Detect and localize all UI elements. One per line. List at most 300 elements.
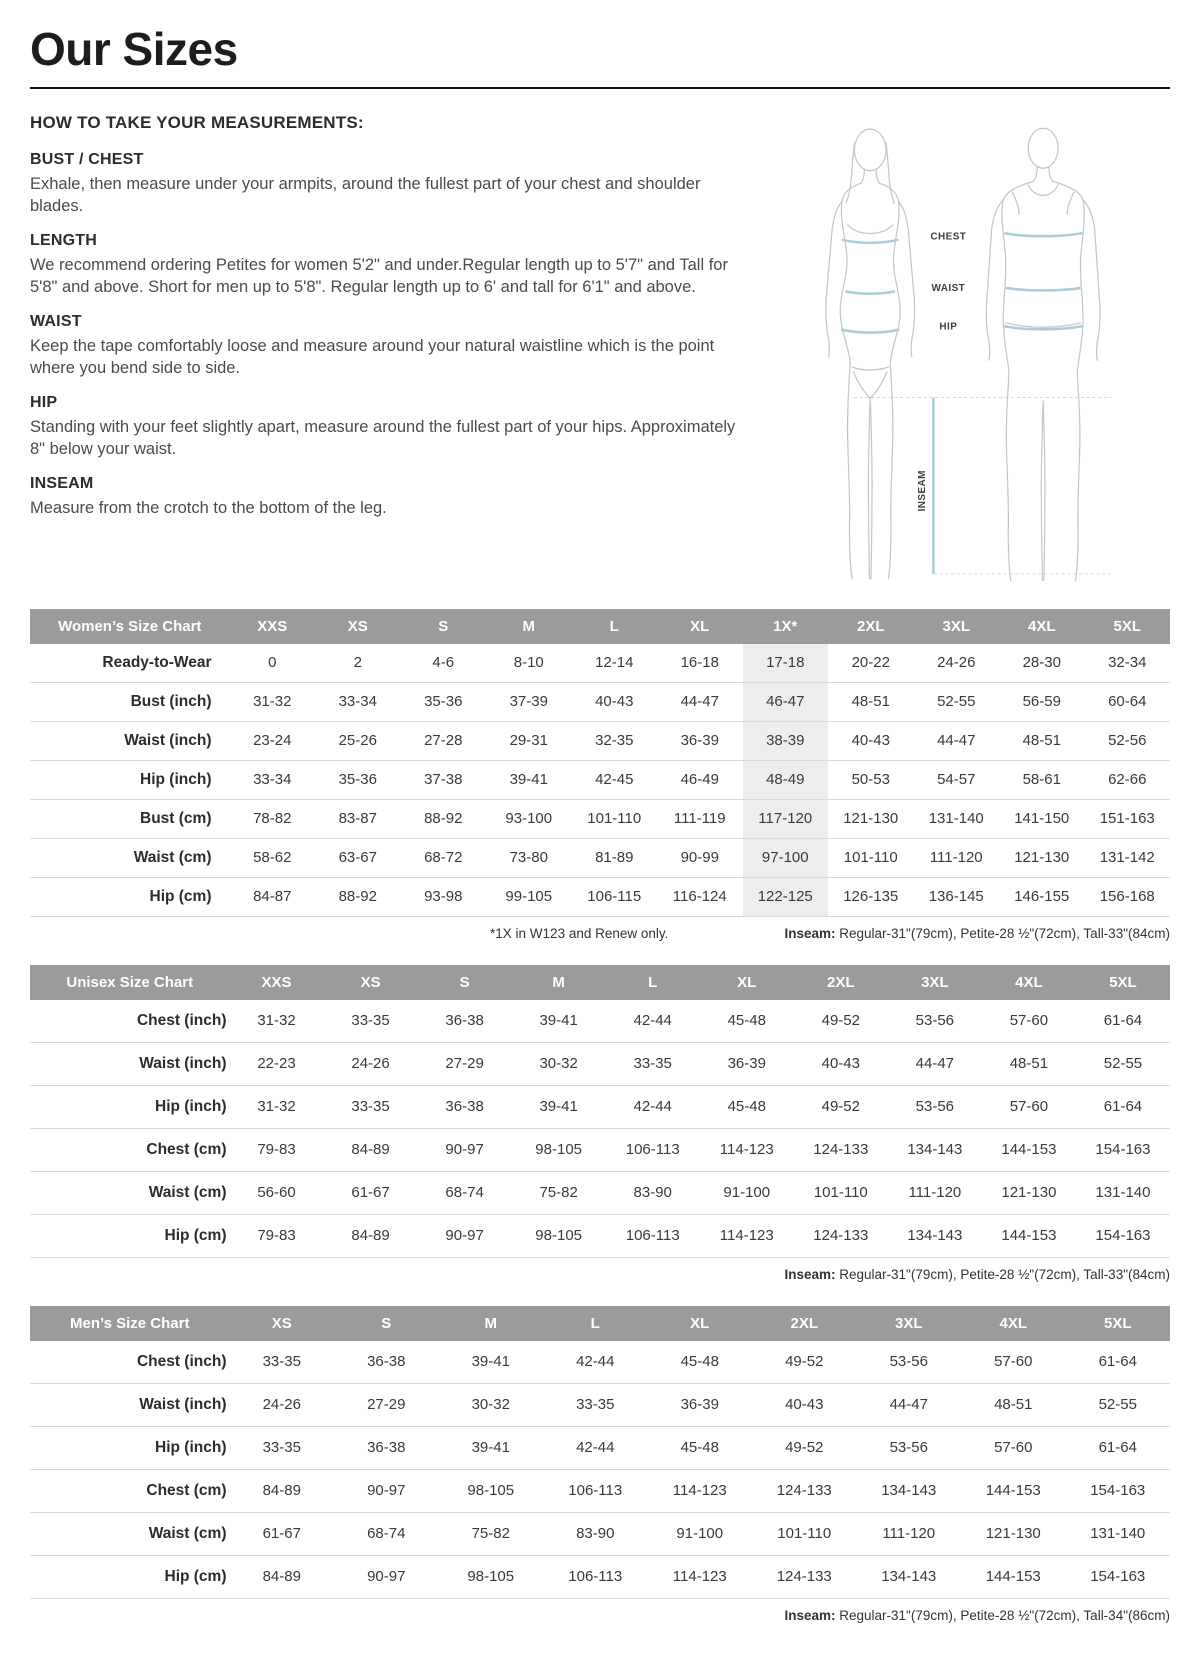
row-label: Hip (cm) <box>30 1555 230 1598</box>
size-col-header: 3XL <box>888 965 982 1000</box>
size-cell: 44-47 <box>657 682 743 721</box>
size-cell: 24-26 <box>324 1042 418 1085</box>
row-label: Hip (inch) <box>30 760 230 799</box>
size-cell: 36-39 <box>700 1042 794 1085</box>
size-cell: 111-120 <box>857 1512 962 1555</box>
size-col-header: 5XL <box>1085 609 1171 644</box>
size-cell: 31-32 <box>230 1085 324 1128</box>
size-cell: 154-163 <box>1066 1469 1171 1512</box>
size-cell: 45-48 <box>648 1426 753 1469</box>
size-cell: 35-36 <box>315 760 401 799</box>
size-cell: 45-48 <box>648 1341 753 1384</box>
size-cell: 124-133 <box>794 1128 888 1171</box>
size-cell: 73-80 <box>486 838 572 877</box>
size-cell: 46-47 <box>743 682 829 721</box>
size-cell: 17-18 <box>743 644 829 683</box>
size-cell: 32-34 <box>1085 644 1171 683</box>
size-cell: 49-52 <box>752 1426 857 1469</box>
table-row <box>30 1000 1170 1043</box>
size-cell: 114-123 <box>700 1128 794 1171</box>
row-label: Hip (inch) <box>30 1085 230 1128</box>
size-cell: 32-35 <box>572 721 658 760</box>
size-cell: 33-34 <box>315 682 401 721</box>
section-body: We recommend ordering Petites for women 5'2" and under.Regular length up to 5'7" and Tall for 5'8" and above. Short for men up to 5'8". Regular length up to 6' and tall for 6'1" and above. <box>30 255 728 296</box>
size-cell: 60-64 <box>1085 682 1171 721</box>
size-cell: 27-28 <box>401 721 487 760</box>
size-cell: 8-10 <box>486 644 572 683</box>
size-col-header: L <box>543 1306 648 1341</box>
size-cell: 48-51 <box>982 1042 1076 1085</box>
size-cell: 46-49 <box>657 760 743 799</box>
measure-section <box>30 232 745 298</box>
measure-section <box>30 475 745 519</box>
size-cell: 37-39 <box>486 682 572 721</box>
size-cell: 90-97 <box>418 1214 512 1257</box>
size-cell: 48-51 <box>828 682 914 721</box>
size-cell: 131-140 <box>1066 1512 1171 1555</box>
instructions-heading: HOW TO TAKE YOUR MEASUREMENTS: <box>30 112 364 132</box>
size-cell: 134-143 <box>857 1469 962 1512</box>
chest-label: CHEST <box>930 231 967 243</box>
size-cell: 42-44 <box>543 1341 648 1384</box>
inseam-note-label: Inseam: <box>784 1266 836 1282</box>
size-cell: 98-105 <box>439 1469 544 1512</box>
row-label: Bust (cm) <box>30 799 230 838</box>
table-row <box>30 644 1170 683</box>
row-label: Waist (inch) <box>30 1383 230 1426</box>
size-cell: 16-18 <box>657 644 743 683</box>
table-row <box>30 1512 1170 1555</box>
size-cell: 111-119 <box>657 799 743 838</box>
size-cell: 75-82 <box>512 1171 606 1214</box>
section-title: HIP <box>30 394 58 412</box>
table-row <box>30 1128 1170 1171</box>
section-body: Standing with your feet slightly apart, measure around the fullest part of your hips. Approximately 8" below your waist. <box>30 418 736 459</box>
size-cell: 93-98 <box>401 877 487 916</box>
table-row <box>30 838 1170 877</box>
row-label: Waist (cm) <box>30 838 230 877</box>
size-cell: 101-110 <box>794 1171 888 1214</box>
male-figure <box>986 128 1100 580</box>
size-cell: 131-142 <box>1085 838 1171 877</box>
size-cell: 48-51 <box>961 1383 1066 1426</box>
size-cell: 122-125 <box>743 877 829 916</box>
size-col-header: XL <box>700 965 794 1000</box>
diagram-labels <box>917 231 966 511</box>
size-cell: 79-83 <box>230 1128 324 1171</box>
size-cell: 99-105 <box>486 877 572 916</box>
size-cell: 68-74 <box>334 1512 439 1555</box>
size-cell: 154-163 <box>1066 1555 1171 1598</box>
size-col-header: XL <box>657 609 743 644</box>
footnote-inseam <box>668 1608 1170 1623</box>
size-cell: 63-67 <box>315 838 401 877</box>
size-cell: 88-92 <box>401 799 487 838</box>
inseam-note-label: Inseam: <box>784 925 836 941</box>
row-label: Waist (inch) <box>30 721 230 760</box>
section-title: INSEAM <box>30 475 94 493</box>
womens-size-chart <box>30 609 1170 941</box>
table-footnote <box>30 926 1170 941</box>
size-cell: 90-99 <box>657 838 743 877</box>
waist-label: WAIST <box>931 282 966 294</box>
size-cell: 33-35 <box>324 1085 418 1128</box>
size-cell: 106-113 <box>606 1128 700 1171</box>
table-row <box>30 682 1170 721</box>
size-cell: 53-56 <box>857 1341 962 1384</box>
size-col-header: S <box>418 965 512 1000</box>
size-cell: 44-47 <box>914 721 1000 760</box>
size-col-header: M <box>439 1306 544 1341</box>
size-cell: 131-140 <box>1076 1171 1170 1214</box>
row-label: Waist (cm) <box>30 1512 230 1555</box>
size-cell: 111-120 <box>888 1171 982 1214</box>
table-header-row <box>30 965 1170 1000</box>
table-row <box>30 1214 1170 1257</box>
size-cell: 39-41 <box>486 760 572 799</box>
table-row <box>30 1555 1170 1598</box>
size-cell: 84-89 <box>230 1469 335 1512</box>
size-cell: 156-168 <box>1085 877 1171 916</box>
size-cell: 134-143 <box>888 1128 982 1171</box>
size-cell: 91-100 <box>648 1512 753 1555</box>
size-cell: 28-30 <box>999 644 1085 683</box>
size-cell: 61-64 <box>1076 1000 1170 1043</box>
table-row <box>30 1383 1170 1426</box>
size-charts <box>30 609 1170 1623</box>
size-cell: 84-89 <box>324 1214 418 1257</box>
size-col-header: 1X* <box>743 609 829 644</box>
size-cell: 101-110 <box>752 1512 857 1555</box>
size-cell: 61-64 <box>1066 1426 1171 1469</box>
table-row <box>30 1085 1170 1128</box>
measure-sections <box>30 151 745 520</box>
size-cell: 83-87 <box>315 799 401 838</box>
size-cell: 12-14 <box>572 644 658 683</box>
size-cell: 106-113 <box>606 1214 700 1257</box>
size-cell: 53-56 <box>888 1000 982 1043</box>
inseam-label: INSEAM <box>917 469 929 511</box>
section-title: BUST / CHEST <box>30 150 144 168</box>
size-cell: 121-130 <box>999 838 1085 877</box>
size-cell: 31-32 <box>230 682 316 721</box>
measurement-diagram <box>770 115 1150 593</box>
size-cell: 40-43 <box>752 1383 857 1426</box>
size-cell: 40-43 <box>828 721 914 760</box>
size-cell: 33-35 <box>606 1042 700 1085</box>
figure-illustration <box>765 113 1155 593</box>
section-body: Keep the tape comfortably loose and measure around your natural waistline which is the point where you bend side to side. <box>30 337 715 378</box>
row-label: Hip (inch) <box>30 1426 230 1469</box>
hip-label: HIP <box>939 321 958 333</box>
size-cell: 84-89 <box>324 1128 418 1171</box>
measure-instructions <box>30 113 765 535</box>
size-col-header: 4XL <box>982 965 1076 1000</box>
size-cell: 24-26 <box>230 1383 335 1426</box>
section-body: Measure from the crotch to the bottom of the leg. <box>30 499 387 518</box>
size-cell: 40-43 <box>794 1042 888 1085</box>
size-cell: 24-26 <box>914 644 1000 683</box>
unisex-size-chart <box>30 965 1170 1282</box>
size-cell: 106-113 <box>543 1469 648 1512</box>
size-cell: 29-31 <box>486 721 572 760</box>
size-cell: 42-44 <box>606 1000 700 1043</box>
size-cell: 101-110 <box>828 838 914 877</box>
size-col-header: S <box>334 1306 439 1341</box>
size-cell: 93-100 <box>486 799 572 838</box>
size-cell: 134-143 <box>857 1555 962 1598</box>
size-cell: 36-38 <box>334 1341 439 1384</box>
size-cell: 83-90 <box>606 1171 700 1214</box>
size-cell: 124-133 <box>752 1469 857 1512</box>
size-cell: 31-32 <box>230 1000 324 1043</box>
size-col-header: 2XL <box>794 965 888 1000</box>
table-title: Unisex Size Chart <box>30 965 230 1000</box>
size-cell: 25-26 <box>315 721 401 760</box>
size-cell: 114-123 <box>700 1214 794 1257</box>
row-label: Chest (cm) <box>30 1469 230 1512</box>
size-cell: 33-34 <box>230 760 316 799</box>
row-label: Waist (cm) <box>30 1171 230 1214</box>
size-cell: 42-44 <box>606 1085 700 1128</box>
size-cell: 49-52 <box>794 1000 888 1043</box>
table-row <box>30 721 1170 760</box>
size-col-header: 4XL <box>961 1306 1066 1341</box>
size-cell: 48-51 <box>999 721 1085 760</box>
size-cell: 4-6 <box>401 644 487 683</box>
size-cell: 39-41 <box>439 1341 544 1384</box>
size-cell: 50-53 <box>828 760 914 799</box>
inseam-note-text: Regular-31"(79cm), Petite-28 ½"(72cm), Tall-33"(84cm) <box>835 1266 1170 1282</box>
table-row <box>30 760 1170 799</box>
size-cell: 62-66 <box>1085 760 1171 799</box>
size-cell: 56-59 <box>999 682 1085 721</box>
row-label: Chest (cm) <box>30 1128 230 1171</box>
size-cell: 37-38 <box>401 760 487 799</box>
size-cell: 78-82 <box>230 799 316 838</box>
size-cell: 144-153 <box>982 1214 1076 1257</box>
inseam-note-text: Regular-31"(79cm), Petite-28 ½"(72cm), Tall-34"(86cm) <box>835 1607 1170 1623</box>
row-label: Hip (cm) <box>30 877 230 916</box>
size-col-header: M <box>512 965 606 1000</box>
size-cell: 154-163 <box>1076 1214 1170 1257</box>
row-label: Waist (inch) <box>30 1042 230 1085</box>
size-cell: 35-36 <box>401 682 487 721</box>
size-col-header: 5XL <box>1066 1306 1171 1341</box>
table-row <box>30 1171 1170 1214</box>
size-cell: 91-100 <box>700 1171 794 1214</box>
row-label: Chest (inch) <box>30 1341 230 1384</box>
size-cell: 90-97 <box>418 1128 512 1171</box>
size-cell: 124-133 <box>752 1555 857 1598</box>
size-cell: 97-100 <box>743 838 829 877</box>
size-cell: 126-135 <box>828 877 914 916</box>
size-col-header: XXS <box>230 609 316 644</box>
table-row <box>30 1042 1170 1085</box>
table-row <box>30 799 1170 838</box>
size-cell: 36-39 <box>648 1383 753 1426</box>
size-cell: 83-90 <box>543 1512 648 1555</box>
size-cell: 117-120 <box>743 799 829 838</box>
size-cell: 57-60 <box>961 1426 1066 1469</box>
size-cell: 111-120 <box>914 838 1000 877</box>
size-cell: 30-32 <box>512 1042 606 1085</box>
size-cell: 121-130 <box>961 1512 1066 1555</box>
size-col-header: 3XL <box>857 1306 962 1341</box>
size-cell: 134-143 <box>888 1214 982 1257</box>
size-cell: 33-35 <box>230 1341 335 1384</box>
size-cell: 114-123 <box>648 1469 753 1512</box>
size-cell: 53-56 <box>888 1085 982 1128</box>
size-cell: 39-41 <box>439 1426 544 1469</box>
size-cell: 136-145 <box>914 877 1000 916</box>
size-col-header: M <box>486 609 572 644</box>
measurements-section <box>30 113 1170 593</box>
footnote-inseam <box>668 1267 1170 1282</box>
size-cell: 22-23 <box>230 1042 324 1085</box>
size-col-header: 3XL <box>914 609 1000 644</box>
size-cell: 33-35 <box>324 1000 418 1043</box>
size-col-header: L <box>606 965 700 1000</box>
size-cell: 68-72 <box>401 838 487 877</box>
size-col-header: S <box>401 609 487 644</box>
table-title: Women’s Size Chart <box>30 609 230 644</box>
table-footnote <box>30 1608 1170 1623</box>
size-cell: 52-55 <box>914 682 1000 721</box>
size-cell: 44-47 <box>857 1383 962 1426</box>
size-col-header: XS <box>230 1306 335 1341</box>
size-cell: 52-55 <box>1066 1383 1171 1426</box>
size-cell: 88-92 <box>315 877 401 916</box>
size-cell: 54-57 <box>914 760 1000 799</box>
page-title: Our Sizes <box>30 23 238 75</box>
size-cell: 121-130 <box>982 1171 1076 1214</box>
size-cell: 101-110 <box>572 799 658 838</box>
size-cell: 38-39 <box>743 721 829 760</box>
row-label: Ready-to-Wear <box>30 644 230 683</box>
size-cell: 61-64 <box>1066 1341 1171 1384</box>
size-col-header: XS <box>315 609 401 644</box>
size-cell: 146-155 <box>999 877 1085 916</box>
size-cell: 36-38 <box>418 1085 512 1128</box>
size-cell: 141-150 <box>999 799 1085 838</box>
section-body: Exhale, then measure under your armpits, around the fullest part of your chest and shoulder blades. <box>30 174 701 215</box>
size-cell: 61-67 <box>230 1512 335 1555</box>
size-cell: 23-24 <box>230 721 316 760</box>
table-row <box>30 1426 1170 1469</box>
mens-size-chart <box>30 1306 1170 1623</box>
footnote-inseam <box>668 926 1170 941</box>
measure-section <box>30 151 745 217</box>
size-cell: 58-62 <box>230 838 316 877</box>
size-cell: 27-29 <box>418 1042 512 1085</box>
size-cell: 124-133 <box>794 1214 888 1257</box>
title-divider <box>30 87 1170 89</box>
size-cell: 84-89 <box>230 1555 335 1598</box>
table-header-row <box>30 1306 1170 1341</box>
table-header-row <box>30 609 1170 644</box>
size-cell: 57-60 <box>982 1085 1076 1128</box>
size-cell: 20-22 <box>828 644 914 683</box>
size-cell: 75-82 <box>439 1512 544 1555</box>
size-cell: 58-61 <box>999 760 1085 799</box>
size-cell: 36-39 <box>657 721 743 760</box>
size-col-header: XS <box>324 965 418 1000</box>
table-title: Men’s Size Chart <box>30 1306 230 1341</box>
size-cell: 114-123 <box>648 1555 753 1598</box>
size-cell: 44-47 <box>888 1042 982 1085</box>
size-cell: 144-153 <box>961 1555 1066 1598</box>
size-cell: 45-48 <box>700 1085 794 1128</box>
female-figure <box>826 129 915 579</box>
size-cell: 40-43 <box>572 682 658 721</box>
inseam-note-text: Regular-31"(79cm), Petite-28 ½"(72cm), Tall-33"(84cm) <box>835 925 1170 941</box>
size-cell: 121-130 <box>828 799 914 838</box>
size-cell: 106-113 <box>543 1555 648 1598</box>
size-cell: 131-140 <box>914 799 1000 838</box>
size-cell: 33-35 <box>230 1426 335 1469</box>
size-cell: 144-153 <box>961 1469 1066 1512</box>
size-col-header: XL <box>648 1306 753 1341</box>
size-cell: 61-67 <box>324 1171 418 1214</box>
size-cell: 144-153 <box>982 1128 1076 1171</box>
size-cell: 57-60 <box>961 1341 1066 1384</box>
size-cell: 68-74 <box>418 1171 512 1214</box>
size-cell: 45-48 <box>700 1000 794 1043</box>
size-cell: 98-105 <box>512 1214 606 1257</box>
size-cell: 52-56 <box>1085 721 1171 760</box>
size-cell: 33-35 <box>543 1383 648 1426</box>
size-col-header: 5XL <box>1076 965 1170 1000</box>
table-row <box>30 1469 1170 1512</box>
size-cell: 81-89 <box>572 838 658 877</box>
measure-section <box>30 394 745 460</box>
size-cell: 98-105 <box>512 1128 606 1171</box>
size-cell: 2 <box>315 644 401 683</box>
size-cell: 106-115 <box>572 877 658 916</box>
size-cell: 56-60 <box>230 1171 324 1214</box>
size-col-header: XXS <box>230 965 324 1000</box>
size-cell: 42-45 <box>572 760 658 799</box>
size-cell: 52-55 <box>1076 1042 1170 1085</box>
size-cell: 154-163 <box>1076 1128 1170 1171</box>
size-cell: 90-97 <box>334 1555 439 1598</box>
table-row <box>30 1341 1170 1384</box>
inseam-note-label: Inseam: <box>784 1607 836 1623</box>
size-col-header: 2XL <box>752 1306 857 1341</box>
size-cell: 39-41 <box>512 1000 606 1043</box>
size-cell: 42-44 <box>543 1426 648 1469</box>
footnote-star: *1X in W123 and Renew only. <box>490 925 669 941</box>
size-col-header: L <box>572 609 658 644</box>
row-label: Chest (inch) <box>30 1000 230 1043</box>
section-title: WAIST <box>30 313 82 331</box>
size-cell: 30-32 <box>439 1383 544 1426</box>
size-cell: 36-38 <box>418 1000 512 1043</box>
size-col-header: 2XL <box>828 609 914 644</box>
table-row <box>30 877 1170 916</box>
size-cell: 57-60 <box>982 1000 1076 1043</box>
size-cell: 79-83 <box>230 1214 324 1257</box>
size-cell: 116-124 <box>657 877 743 916</box>
size-col-header: 4XL <box>999 609 1085 644</box>
size-cell: 49-52 <box>794 1085 888 1128</box>
section-title: LENGTH <box>30 231 97 249</box>
size-cell: 49-52 <box>752 1341 857 1384</box>
measure-section <box>30 313 745 379</box>
size-cell: 84-87 <box>230 877 316 916</box>
table-footnote <box>30 1267 1170 1282</box>
